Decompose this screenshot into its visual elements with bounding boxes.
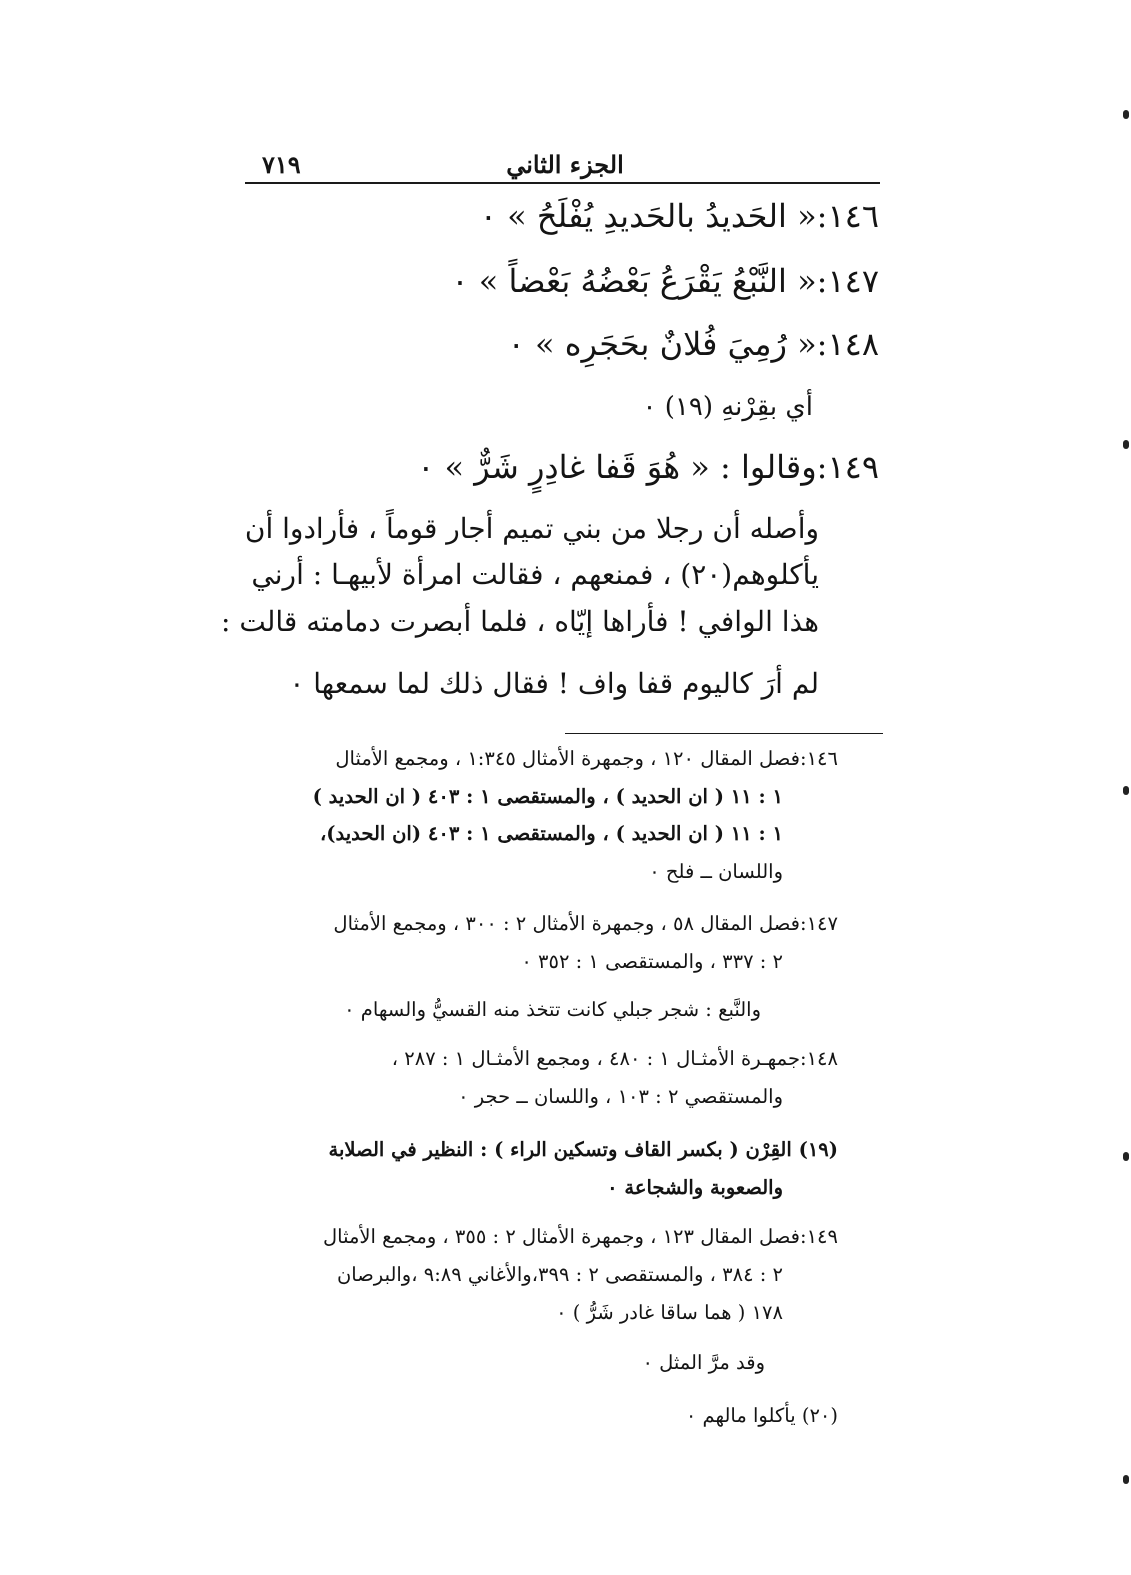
footnote-line: (٢٠) يأكلوا مالهم ٠ — [685, 1404, 838, 1427]
footnote-line: والنَّبع : شجر جبلي كانت تتخذ منه القسيُّ والسهام ٠ — [344, 998, 761, 1021]
footnote-line: ١ : ١١ ( ان الحديد ) ، والمستقصى ١ : ٤٠٣ (ان الحديد)، — [319, 822, 783, 845]
header-rule — [245, 182, 880, 184]
footnote-line: ١٤٦:فصل المقال ١٢٠ ، وجمهرة الأمثال ١:٣٤٥ ، ومجمع الأمثال — [335, 747, 838, 770]
proverb-146: ١٤٦:« الحَديدُ بالحَديدِ يُفْلَحُ » ٠ — [479, 197, 879, 235]
scan-artifact — [1123, 1475, 1129, 1484]
footnote-line: وقد مرَّ المثل ٠ — [642, 1351, 765, 1374]
footnote-line: ١٧٨ ( هما ساقا غادر شَرُّ ) ٠ — [556, 1301, 783, 1324]
footnote-line: ١٤٧:فصل المقال ٥٨ ، وجمهرة الأمثال ٢ : ٣٠٠ ، ومجمع الأمثال — [333, 912, 838, 935]
paragraph-line-1: وأصله أن رجلا من بني تميم أجار قوماً ، فأرادوا أن — [244, 512, 819, 545]
footnote-line: ١٤٩:فصل المقال ١٢٣ ، وجمهرة الأمثال ٢ : ٣٥٥ ، ومجمع الأمثال — [322, 1225, 838, 1248]
proverb-147: ١٤٧:« النَّبْعُ يَقْرَعُ بَعْضُهُ بَعْضاً » ٠ — [451, 262, 879, 300]
footnote-line: ٢ : ٣٨٤ ، والمستقصى ٢ : ٣٩٩،والأغاني ٩:٨٩ ،والبرصان — [336, 1263, 783, 1286]
scan-artifact — [1123, 110, 1129, 119]
footnote-line: والصعوبة والشجاعة ٠ — [607, 1176, 783, 1199]
page-number: ٧١٩ — [262, 150, 301, 179]
scan-artifact — [1123, 1152, 1129, 1161]
paragraph-line-4: لم أرَ كاليوم قفا واف ! فقال ذلك لما سمعها ٠ — [289, 667, 819, 700]
paragraph-line-2: يأكلوهم(٢٠) ، فمنعهم ، فقالت امرأة لأبيهـا : أرني — [251, 558, 819, 591]
scan-artifact — [1123, 440, 1129, 449]
paragraph-line-3: هذا الوافي ! فأراها إيّاه ، فلما أبصرت دمامته قالت : — [221, 605, 819, 638]
footnote-line: (١٩) القِرْن ( بكسر القاف وتسكين الراء ) : النظير في الصلابة — [328, 1138, 838, 1161]
footnote-line: واللسان ــ فلح ٠ — [649, 860, 783, 883]
footnote-rule — [565, 733, 883, 734]
proverb-149: ١٤٩:وقالوا : « هُوَ قَفا غادِرٍ شَرٌّ » ٠ — [417, 448, 879, 486]
footnote-line: ١٤٨:جمهـرة الأمثـال ١ : ٤٨٠ ، ومجمع الأمثـال ١ : ٢٨٧ ، — [391, 1047, 838, 1070]
footnote-line: والمستقصي ٢ : ١٠٣ ، واللسان ــ حجر ٠ — [458, 1085, 783, 1108]
scan-artifact — [1123, 786, 1129, 795]
proverb-148-gloss: أي بقِرْنهِ (١٩) ٠ — [642, 392, 813, 422]
running-header-title: الجزء الثاني — [506, 150, 624, 179]
footnote-line: ١ : ١١ ( ان الحديد ) ، والمستقصى ١ : ٤٠٣ ( ان الحديد ) — [312, 785, 783, 808]
footnote-line: ٢ : ٣٣٧ ، والمستقصى ١ : ٣٥٢ ٠ — [521, 950, 783, 973]
proverb-148: ١٤٨:« رُمِيَ فُلانٌ بحَجَرِه » ٠ — [507, 325, 879, 363]
